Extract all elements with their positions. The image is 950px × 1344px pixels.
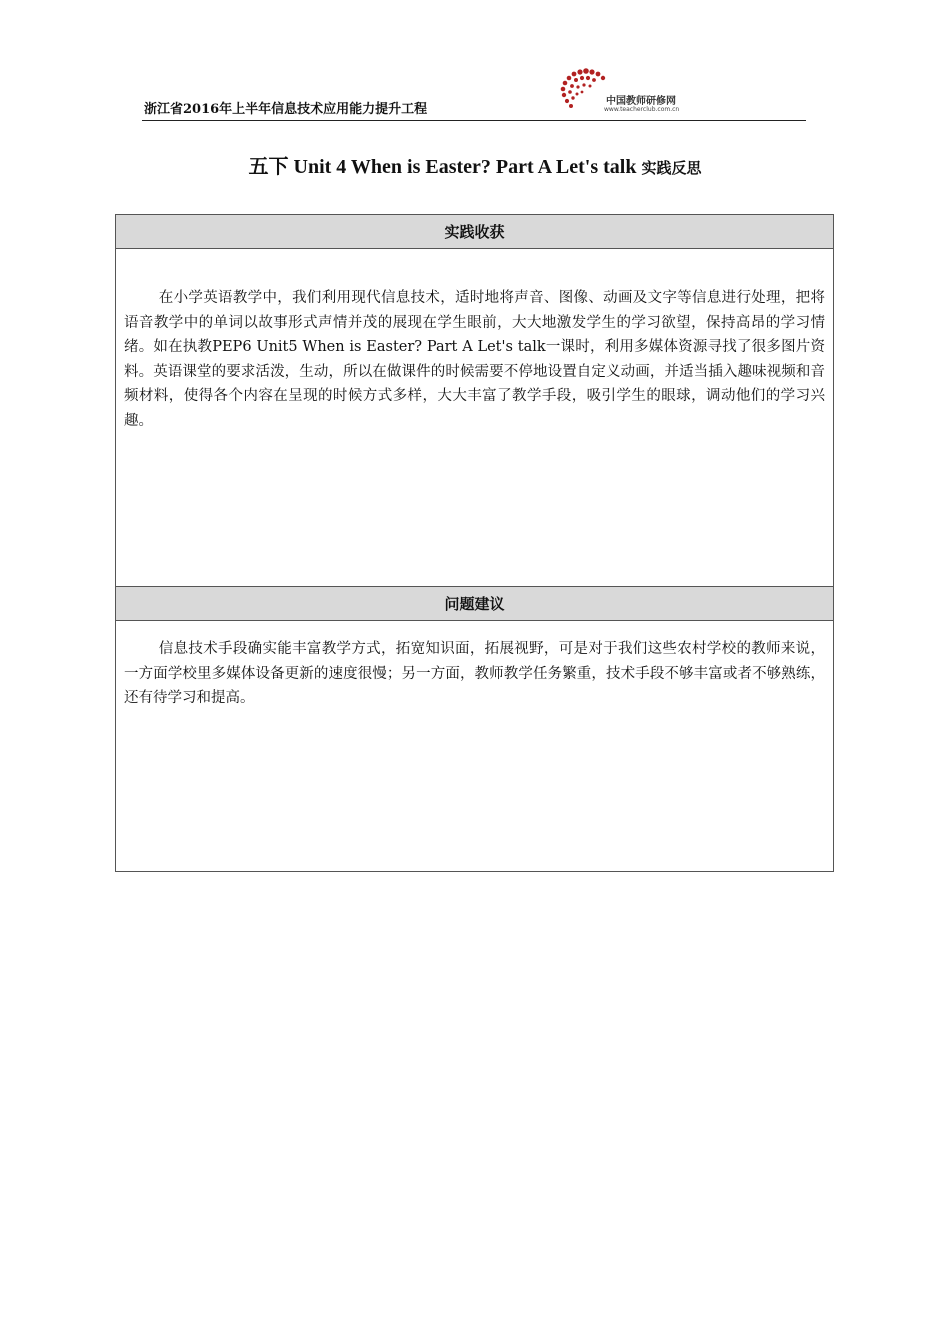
section-body-gains: 在小学英语教学中，我们利用现代信息技术，适时地将声音、图像、动画及文字等信息进行处理，把将语音教学中的单词以故事形式声情并茂的展现在学生眼前，大大地激发学生的学习欲望，保持高昂的学习情绪。如在执教PEP6 Unit5 When is Easter? Part A Let's talk一课时，利用多媒体资源寻找了很多图片资料。英语课堂的要求活泼，生动，所以在做课件的时候需要不停地设置自定义动画，并适当插入趣味视频和音频材料，使得各个内容在呈现的时候方式多样，大大丰富了教学手段，吸引学生的眼球，调动他们的学习兴趣。: [124, 290, 825, 429]
document-title: [0, 150, 950, 179]
document-title-en: 五下 Unit 4 When is Easter? Part A Let's talk: [248, 156, 642, 178]
reflection-table: [115, 214, 834, 872]
logo-url: www.teacherclub.com.cn: [604, 106, 680, 113]
section-heading-gains: 实践收获: [116, 215, 833, 249]
logo: [560, 68, 700, 116]
section-body-suggestions: 信息技术手段确实能丰富教学方式，拓宽知识面，拓展视野，可是对于我们这些农村学校的教师来说，一方面学校里多媒体设备更新的速度很慢；另一方面，教师教学任务繁重，技术手段不够丰富或者不够熟练，还有待学习和提高。: [124, 641, 825, 706]
flower-dots-logo-icon: [560, 68, 608, 112]
section-heading-suggestions: 问题建议: [116, 586, 833, 621]
page-header: [142, 60, 806, 121]
logo-name: 中国教师研修网: [606, 96, 676, 107]
document-title-cn: 实践反思: [641, 159, 702, 177]
header-title: 浙江省2016年上半年信息技术应用能力提升工程: [144, 102, 428, 117]
